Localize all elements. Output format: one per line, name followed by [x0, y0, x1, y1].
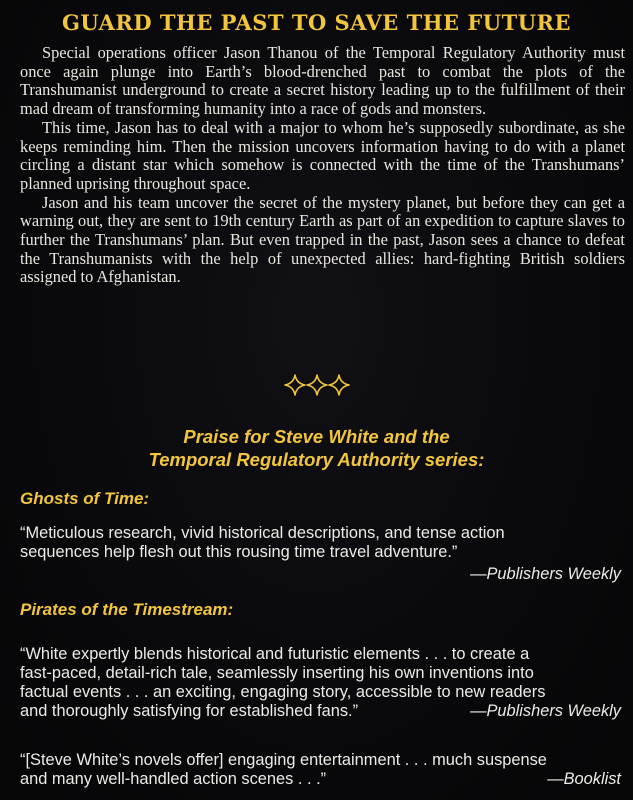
review-book-title: Ghosts of Time: [20, 489, 150, 508]
blurb-paragraph: Special operations officer Jason Thanou of the Temporal Regulatory Authority must once again plunge into Earth’s blood-drenched past to combat the plots of the Transhumanist underground to create a secret history leading up to the fulfillment of their mad dream of transforming humanity into a race of gods and monsters. [20, 43, 625, 119]
ornament [0, 372, 633, 403]
review-source: —Publishers Weekly [470, 565, 621, 583]
quote-line: and thoroughly satisfying for established fans.” [20, 702, 359, 720]
headline: GUARD THE PAST TO SAVE THE FUTURE [62, 10, 571, 35]
review-book-title: Pirates of the Timestream: [20, 600, 234, 619]
quote-line: “[Steve White’s novels offer] engaging entertainment . . . much suspense [20, 751, 547, 769]
blurb-paragraph: This time, Jason has to deal with a major to whom he’s supposedly subordinate, as she keeps reminding him. Then the mission uncovers information having to do with a planet circling a distant star which somehow is connected with the time of the Transhumans’ planned uprising throughout space. [20, 117, 625, 193]
quote-line: factual events . . . an exciting, engaging story, accessible to new readers [20, 683, 546, 701]
quote-line: sequences help flesh out this rousing time travel adventure.” [20, 543, 458, 561]
praise-heading [0, 425, 633, 471]
quote-line: fast-paced, detail-rich tale, seamlessly inserting his own inventions into [20, 664, 534, 682]
blurb [20, 44, 625, 287]
review-source: —Publishers Weekly [470, 702, 621, 720]
quote-line: “White expertly blends historical and futuristic elements . . . to create a [20, 645, 530, 663]
stars-ornament-icon [284, 372, 350, 398]
praise-heading-line: Temporal Regulatory Authority series: [148, 449, 485, 470]
quote-line: and many well-handled action scenes . . .” [20, 770, 327, 788]
blurb-paragraph: Jason and his team uncover the secret of the mystery planet, but before they can get a warning out, they are sent to 19th century Earth as part of an expedition to capture slaves to further the Transhumans’ plan. But even trapped in the past, Jason sees a chance to defeat the Transhumanists with the help of unexpected allies: hard-fighting British soldiers assigned to Afghanistan. [20, 192, 625, 287]
review-quote [20, 524, 623, 562]
praise-heading-line: Praise for Steve White and the [183, 426, 450, 447]
quote-line: “Meticulous research, vivid historical descriptions, and tense action [20, 524, 505, 542]
review-quote [20, 751, 623, 789]
review-source: —Booklist [547, 770, 621, 788]
